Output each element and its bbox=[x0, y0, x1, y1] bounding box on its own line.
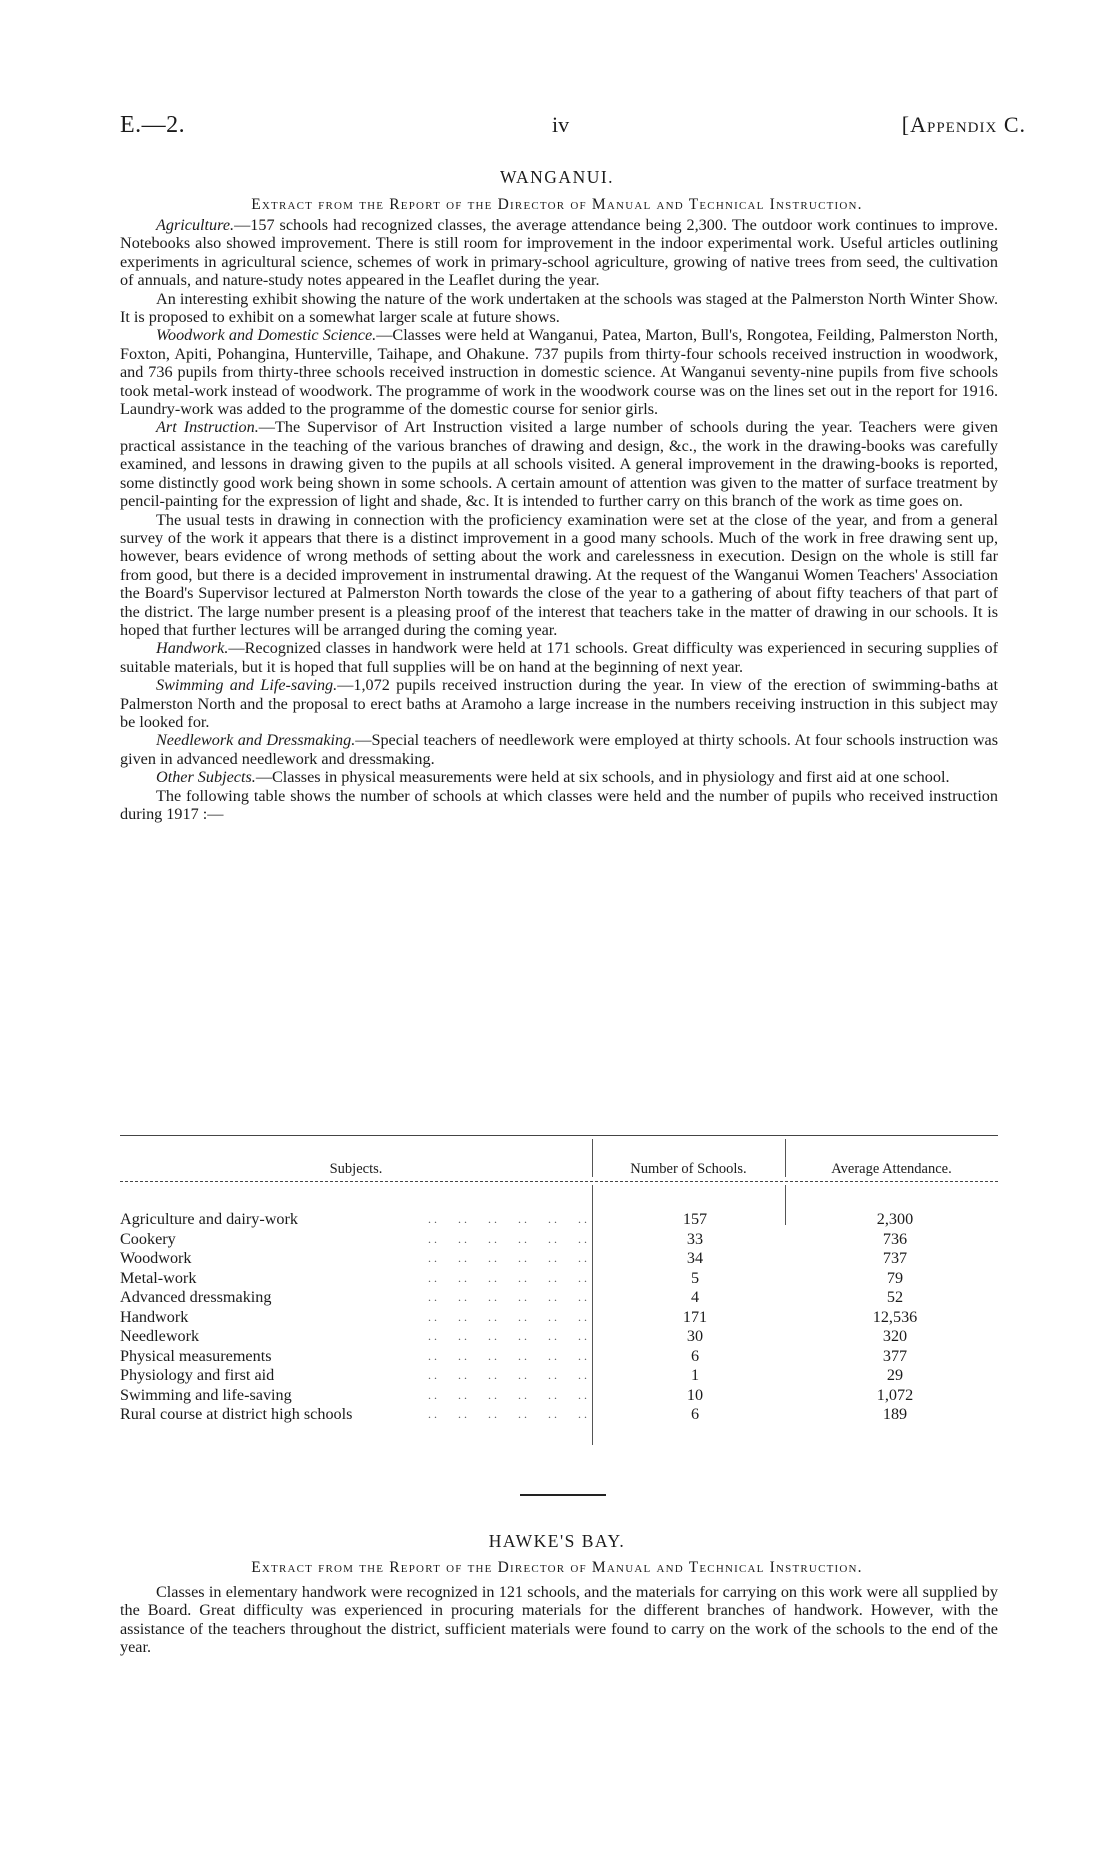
paragraph-text: —Classes were held at Wanganui, Patea, Marton, Bull's, Rongotea, Feilding, Palmerston North, Foxton, Apiti, Pohangina, Hunterville, Taihape, and Ohakune. 737 pupils from thirty-four schools received instruction in woodwork, and 736 pupils from thirty-three schools received instruction in domestic science. At Wanganui seventy-nine pupils from five schools took metal-work instead of woodwork. The programme of work in the woodwork course was on the lines set out in the report for 1916. Laundry-work was added to the programme of the domestic course for senior girls. bbox=[120, 326, 999, 419]
appendix-label: [Appendix C. bbox=[901, 112, 1026, 137]
attendance-table bbox=[120, 1135, 998, 1453]
cell-number-of-schools: 4 bbox=[690, 1288, 700, 1306]
paragraph-lead: Agriculture. bbox=[156, 216, 235, 234]
paragraph bbox=[120, 511, 998, 640]
dot-leaders: .. .. .. .. .. .. bbox=[428, 1251, 590, 1265]
cell-subject: Physical measurements bbox=[120, 1347, 278, 1366]
extract-heading-wanganui: Extract from the Report of the Director of Manual and Technical Instruction. bbox=[251, 196, 863, 213]
dot-leaders: .. .. .. .. .. .. bbox=[428, 1329, 590, 1343]
cell-subject: Cookery bbox=[120, 1230, 182, 1249]
table-row bbox=[120, 1269, 998, 1288]
header-number-of-schools: Number of Schools. bbox=[630, 1161, 747, 1177]
wanganui-body bbox=[120, 216, 998, 823]
header-subjects: Subjects. bbox=[329, 1161, 383, 1177]
paragraph-text: An interesting exhibit showing the nature of the work undertaken at the schools was staged at the Palmerston North Winter Show. It is proposed to exhibit on a somewhat larger scale at future shows. bbox=[120, 289, 998, 327]
table-row bbox=[120, 1308, 998, 1327]
cell-number-of-schools: 6 bbox=[690, 1405, 700, 1423]
paragraph-text: —157 schools had recognized classes, the average attendance being 2,300. The outdoor work continues to improve. Notebooks also showed improvement. There is still room for improvement in the indoor experimental work. Useful articles outlining experiments in agricultural science, schemes of work in primary-school agriculture, growing of native trees from seed, the cultivation of annuals, and nature-study notes appeared in the Leaflet during the year. bbox=[120, 216, 998, 290]
table-top-rule bbox=[120, 1135, 998, 1136]
paragraph-lead: Woodwork and Domestic Science. bbox=[156, 326, 377, 345]
paragraph-text: —The Supervisor of Art Instruction visited a large number of schools during the year. Teachers were given practical assistance in the teaching of the various branches of drawing and design, &c., the work in the drawing-books was carefully examined, and lessons in drawing given to the pupils at all schools visited. A general improvement in the drawing-books is reported, some distinctly good work being shown in some schools. A certain amount of attention was given to the matter of surface treatment by pencil-painting for the expression of light and shade, &c. It is intended to further carry on this branch of the work as time goes on. bbox=[120, 418, 998, 511]
table-row bbox=[120, 1288, 998, 1307]
cell-number-of-schools: 1 bbox=[690, 1366, 700, 1384]
cell-number-of-schools: 30 bbox=[686, 1327, 704, 1345]
cell-average-attendance: 29 bbox=[886, 1366, 904, 1384]
paragraph-lead: Handwork. bbox=[156, 639, 229, 658]
table-row bbox=[120, 1366, 998, 1385]
table-row bbox=[120, 1327, 998, 1346]
cell-subject: Agriculture and dairy-work bbox=[120, 1210, 304, 1229]
dot-leaders: .. .. .. .. .. .. bbox=[428, 1348, 590, 1363]
cell-average-attendance: 1,072 bbox=[876, 1385, 914, 1404]
cell-average-attendance: 2,300 bbox=[876, 1210, 914, 1228]
dot-leaders: .. .. .. .. .. .. bbox=[428, 1368, 590, 1382]
paragraph-lead: Other Subjects. bbox=[156, 768, 256, 787]
table-row bbox=[120, 1405, 998, 1424]
page-code: E.—2. bbox=[120, 112, 186, 138]
cell-average-attendance: 79 bbox=[886, 1268, 904, 1287]
table-row bbox=[120, 1210, 998, 1229]
dot-leaders: .. .. .. .. .. .. bbox=[428, 1387, 590, 1402]
cell-subject: Woodwork bbox=[120, 1249, 198, 1268]
paragraph-lead: Swimming and Life-saving. bbox=[156, 676, 338, 695]
cell-number-of-schools: 34 bbox=[686, 1249, 704, 1267]
cell-subject: Swimming and life-saving bbox=[120, 1386, 298, 1405]
section-separator bbox=[520, 1494, 606, 1496]
table-row bbox=[120, 1386, 998, 1405]
cell-number-of-schools: 33 bbox=[686, 1229, 704, 1248]
cell-number-of-schools: 6 bbox=[690, 1346, 700, 1365]
paragraph-text: The usual tests in drawing in connection with the proficiency examination were set at the close of the year, and from a general survey of the work it appears that there is a distinct improvement in a good many schools. Much of the work in free drawing sent up, however, bears evidence of wrong methods of setting about the work and carelessness in execution. Design on the whole is still far from good, but there is a decided improvement in instrumental drawing. At the request of the Wanganui Women Teachers' Association the Board's Supervisor lectured at Palmerston North towards the close of the year to a gathering of about fifty teachers of that part of the district. The large number present is a pleasing proof of the interest that teachers take in the matter of drawing in our schools. It is hoped that further lectures will be arranged during the coming year. bbox=[120, 510, 998, 639]
paragraph bbox=[120, 216, 998, 290]
paragraph bbox=[120, 290, 998, 327]
paragraph-lead: Art Instruction. bbox=[156, 418, 259, 437]
paragraph-lead: Needlework and Dressmaking. bbox=[156, 731, 356, 750]
paragraph-text: —Recognized classes in handwork were held at 171 schools. Great difficulty was experienced in securing supplies of suitable materials, but it is hoped that full supplies will be on hand at the beginning of next year. bbox=[120, 639, 998, 676]
paragraph bbox=[120, 787, 998, 824]
dot-leaders: .. .. .. .. .. .. bbox=[428, 1309, 590, 1324]
paragraph bbox=[120, 418, 998, 510]
dot-leaders: .. .. .. .. .. .. bbox=[428, 1270, 590, 1285]
paragraph-text: —1,072 pupils received instruction during the year. In view of the erection of swimming-baths at Palmerston North and the proposal to erect baths at Aramoho a large increase in the numbers receiving instruction in this subject may be looked for. bbox=[120, 676, 998, 731]
paragraph-text: —Special teachers of needlework were employed at thirty schools. At four schools instruction was given in advanced needlework and dressmaking. bbox=[120, 731, 998, 768]
paragraph bbox=[120, 676, 998, 731]
running-head bbox=[0, 112, 1114, 142]
cell-subject: Handwork bbox=[120, 1308, 194, 1327]
cell-average-attendance: 12,536 bbox=[872, 1307, 918, 1326]
table-row bbox=[120, 1347, 998, 1366]
cell-subject: Metal-work bbox=[120, 1269, 202, 1288]
dot-leaders: .. .. .. .. .. .. bbox=[428, 1290, 590, 1304]
dot-leaders: .. .. .. .. .. .. bbox=[428, 1212, 590, 1226]
section-title-hawkes-bay: HAWKE'S BAY. bbox=[488, 1531, 626, 1551]
paragraph bbox=[120, 1583, 998, 1657]
cell-subject: Rural course at district high schools bbox=[120, 1405, 358, 1424]
paragraph bbox=[120, 768, 998, 786]
table-header-rule bbox=[120, 1181, 998, 1182]
section-title-wanganui: WANGANUI. bbox=[499, 167, 615, 187]
table-row bbox=[120, 1249, 998, 1268]
cell-number-of-schools: 157 bbox=[682, 1210, 708, 1228]
cell-number-of-schools: 171 bbox=[682, 1307, 708, 1326]
paragraph-text: The following table shows the number of schools at which classes were held and the number of pupils who received instruction during 1917 :— bbox=[120, 786, 998, 823]
cell-average-attendance: 377 bbox=[882, 1346, 908, 1365]
header-average-attendance: Average Attendance. bbox=[831, 1161, 952, 1177]
cell-average-attendance: 189 bbox=[882, 1405, 908, 1423]
hawkes-bay-body bbox=[120, 1583, 998, 1657]
cell-subject: Physiology and first aid bbox=[120, 1366, 280, 1385]
cell-average-attendance: 320 bbox=[882, 1327, 908, 1345]
paragraph bbox=[120, 731, 998, 768]
dot-leaders: .. .. .. .. .. .. bbox=[428, 1407, 590, 1421]
dot-leaders: .. .. .. .. .. .. bbox=[428, 1231, 590, 1246]
table-row bbox=[120, 1230, 998, 1249]
cell-number-of-schools: 5 bbox=[690, 1268, 700, 1287]
cell-subject: Needlework bbox=[120, 1327, 205, 1346]
cell-average-attendance: 736 bbox=[882, 1229, 908, 1248]
extract-heading-hawkes-bay: Extract from the Report of the Director of Manual and Technical Instruction. bbox=[251, 1559, 863, 1576]
paragraph-text: —Classes in physical measurements were held at six schools, and in physiology and first aid at one school. bbox=[255, 768, 950, 787]
cell-subject: Advanced dressmaking bbox=[120, 1288, 278, 1307]
cell-average-attendance: 52 bbox=[886, 1288, 904, 1306]
paragraph-text: Classes in elementary handwork were recognized in 121 schools, and the materials for carrying on this work were all supplied by the Board. Great difficulty was experienced in procuring materials for the different branches of handwork. However, with the assistance of the teachers throughout the district, sufficient materials were found to carry on the work of the schools to the end of the year. bbox=[120, 1583, 998, 1657]
cell-number-of-schools: 10 bbox=[686, 1385, 704, 1404]
page-number: iv bbox=[552, 112, 570, 137]
paragraph bbox=[120, 326, 998, 418]
paragraph bbox=[120, 639, 998, 676]
cell-average-attendance: 737 bbox=[882, 1249, 908, 1267]
